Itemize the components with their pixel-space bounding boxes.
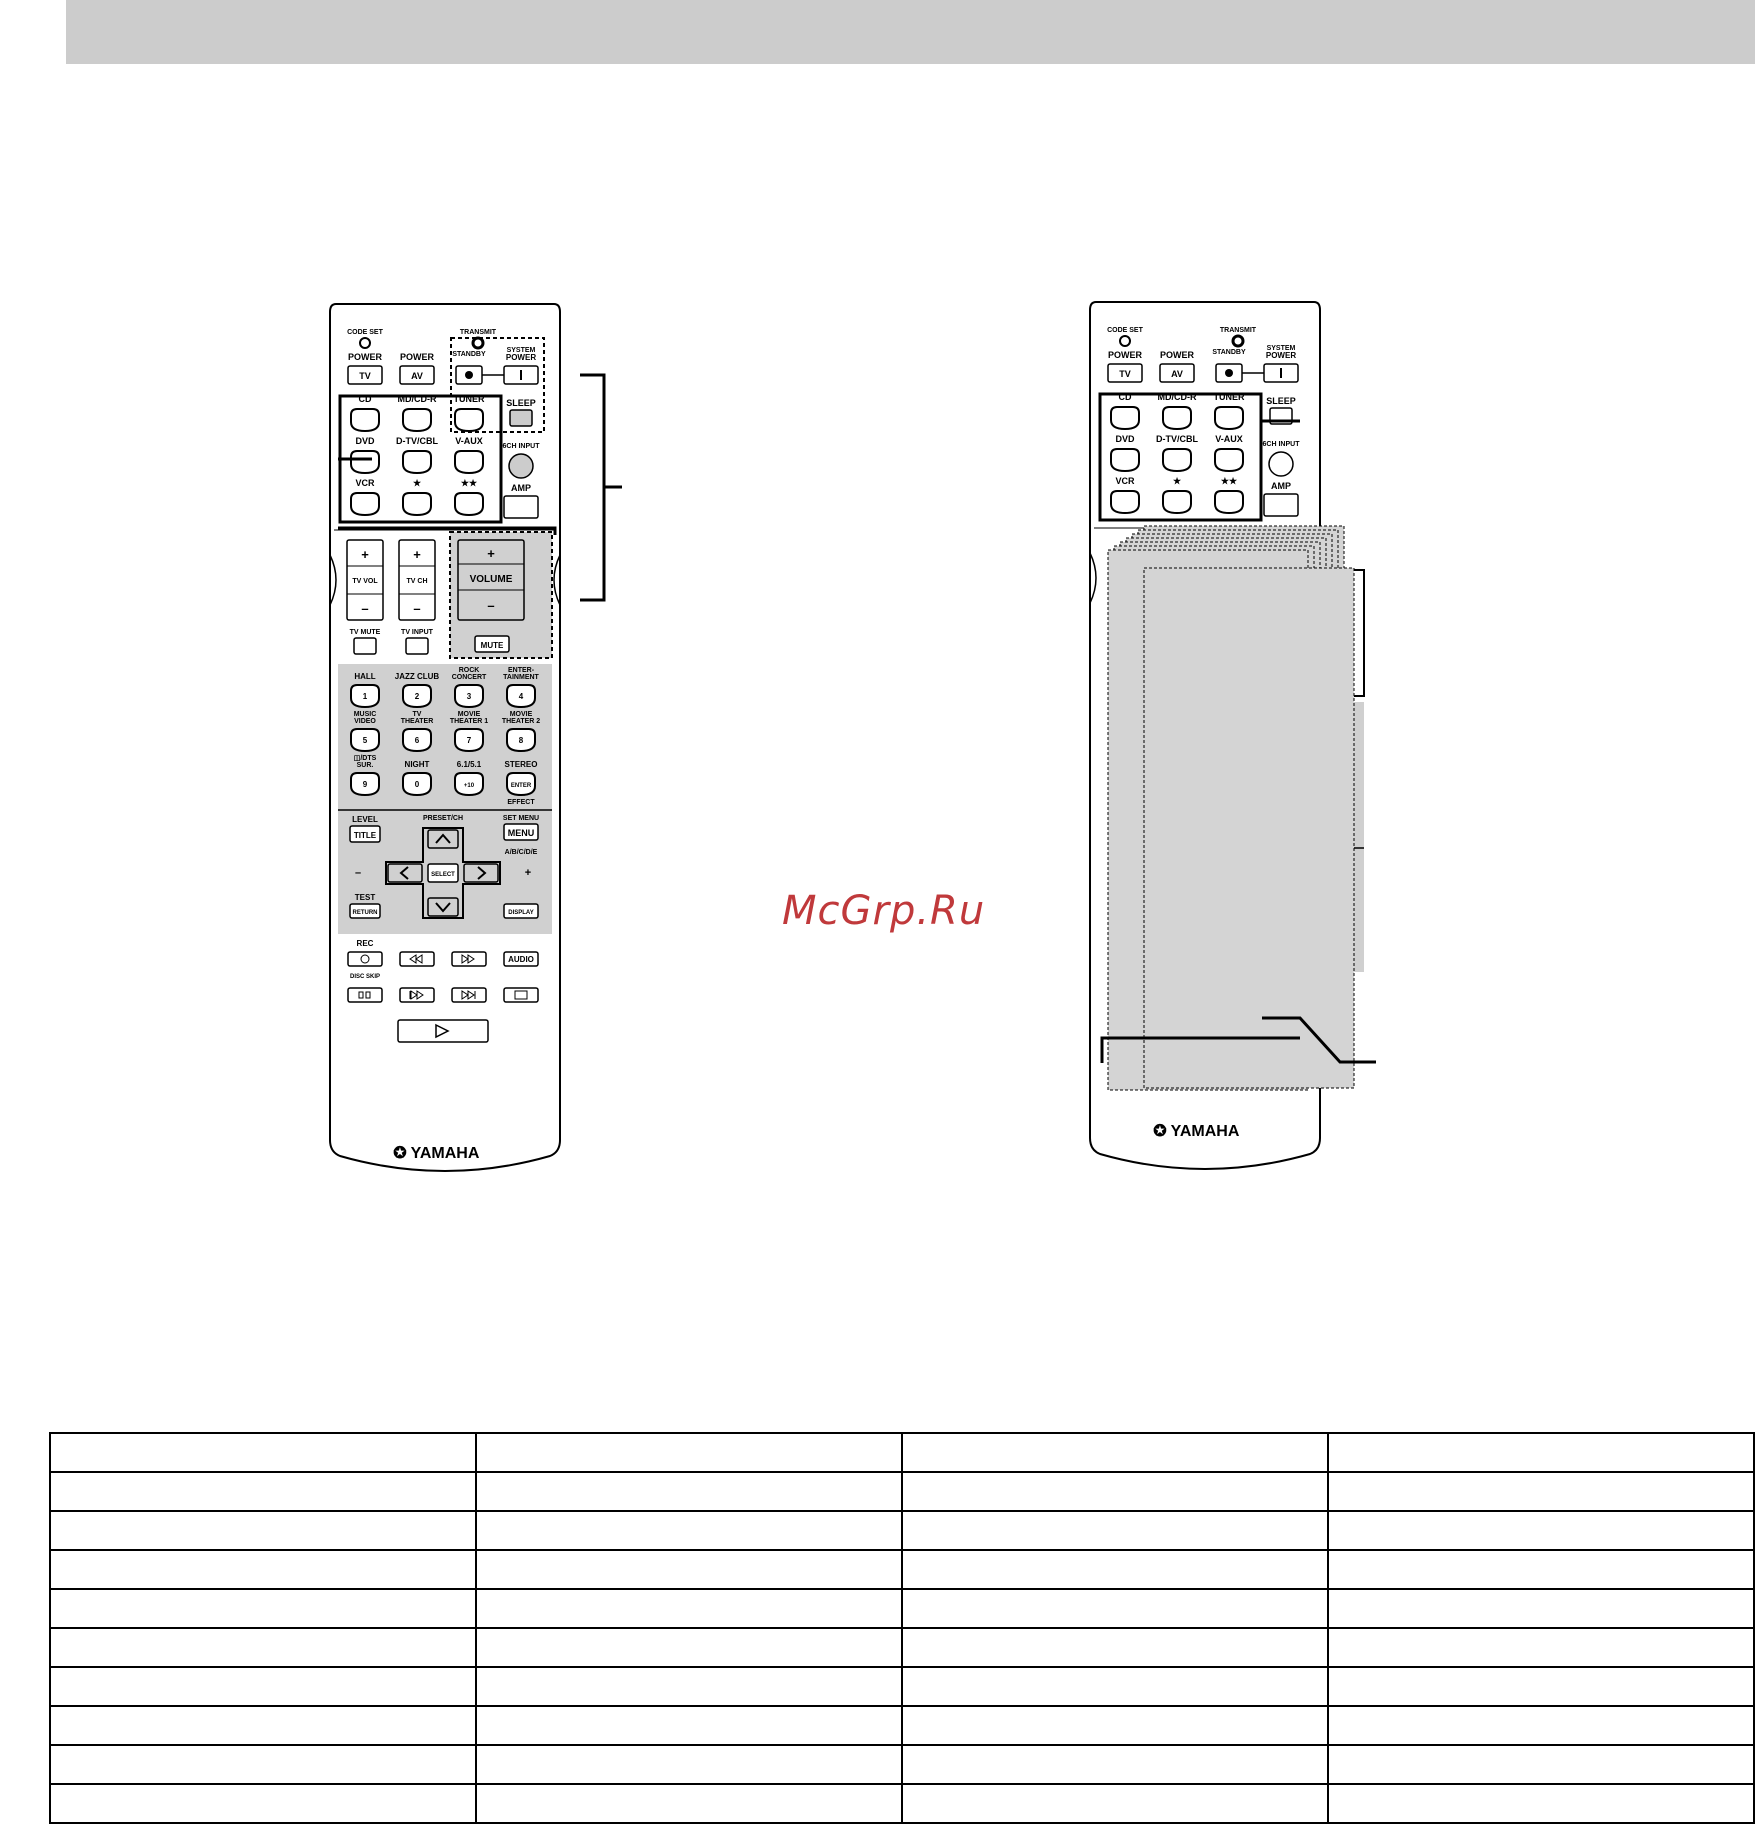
dsp-number: 5 xyxy=(362,736,368,745)
yamaha-logo: YAMAHA xyxy=(410,1145,480,1162)
table-row xyxy=(50,1784,1754,1823)
table-cell xyxy=(50,1550,476,1589)
transmit-label: TRANSMIT xyxy=(1219,327,1257,334)
input-button[interactable] xyxy=(1215,491,1243,513)
system-power-label: POWER xyxy=(505,353,537,362)
dsp-number: 0 xyxy=(414,780,420,789)
code-set-button[interactable] xyxy=(360,338,370,348)
table-cell xyxy=(1328,1667,1754,1706)
input-button[interactable] xyxy=(351,409,379,431)
input-button[interactable] xyxy=(351,451,379,473)
table-cell xyxy=(50,1472,476,1511)
amp-button[interactable] xyxy=(1264,494,1298,516)
sch-input-button[interactable] xyxy=(1269,452,1293,476)
table-cell xyxy=(476,1706,902,1745)
dsp-label: THEATER 1 xyxy=(449,718,489,725)
tv-input-label: TV INPUT xyxy=(401,629,433,636)
table-cell xyxy=(1328,1550,1754,1589)
dsp-label: THEATER xyxy=(400,718,434,725)
amp-label: AMP xyxy=(1271,481,1291,491)
watermark: McGrp.Ru xyxy=(782,888,986,934)
dsp-number: ENTER xyxy=(510,783,532,789)
table-cell xyxy=(1328,1628,1754,1667)
table-cell xyxy=(50,1433,476,1472)
dsp-label: MUSIC xyxy=(353,711,377,718)
table-cell xyxy=(1328,1745,1754,1784)
input-label: MD/CD-R xyxy=(1157,392,1197,402)
code-set-label: CODE SET xyxy=(347,329,383,336)
table-cell xyxy=(902,1589,1328,1628)
table-row xyxy=(50,1628,1754,1667)
level-label: LEVEL xyxy=(352,815,378,824)
system-power-label: POWER xyxy=(1265,351,1297,360)
input-label: ★★ xyxy=(460,478,478,488)
table-row xyxy=(50,1706,1754,1745)
dsp-label: TV xyxy=(412,711,422,718)
input-label: V-AUX xyxy=(1215,434,1243,444)
abcde-label: A/B/C/D/E xyxy=(504,849,538,856)
tv-ch-up-button: + xyxy=(413,547,421,562)
sch-input-label: 6CH INPUT xyxy=(1262,441,1300,448)
table-cell xyxy=(50,1511,476,1550)
stop-button[interactable] xyxy=(504,988,538,1002)
fast-forward-button[interactable] xyxy=(452,952,486,966)
dsp-label: ROCK xyxy=(458,667,480,674)
tv-vol-down-button: – xyxy=(361,601,369,616)
table-row xyxy=(50,1550,1754,1589)
table-cell xyxy=(902,1667,1328,1706)
yamaha-emblem-icon: ✪ xyxy=(1153,1123,1167,1140)
dsp-label: ◫/DTS xyxy=(353,755,377,762)
amp-button[interactable] xyxy=(504,496,538,518)
input-label: CD xyxy=(358,394,372,404)
table-cell xyxy=(902,1745,1328,1784)
table-cell xyxy=(902,1784,1328,1823)
table-cell xyxy=(1328,1433,1754,1472)
yamaha-emblem-icon: ✪ xyxy=(393,1145,407,1162)
skip-forward-button[interactable] xyxy=(452,988,486,1002)
dsp-label: NIGHT xyxy=(404,760,430,769)
power-tv-label: POWER xyxy=(1107,350,1143,360)
mute-label: MUTE xyxy=(480,641,504,650)
input-button[interactable] xyxy=(1163,407,1191,429)
input-label: ★ xyxy=(1172,476,1182,486)
input-button[interactable] xyxy=(455,451,483,473)
dsp-number: 8 xyxy=(518,736,524,745)
test-label: TEST xyxy=(354,893,376,902)
dsp-label: THEATER 2 xyxy=(501,718,541,725)
table-cell xyxy=(902,1511,1328,1550)
tv-label: TV xyxy=(359,371,371,381)
table-cell xyxy=(902,1628,1328,1667)
stacked-sheet-front xyxy=(1144,568,1354,1088)
yamaha-logo: YAMAHA xyxy=(1170,1123,1240,1140)
transmit-indicator xyxy=(1233,336,1243,346)
tv-ch-down-button: – xyxy=(413,601,421,616)
input-label: DVD xyxy=(355,436,375,446)
input-label: TUNER xyxy=(1213,392,1245,402)
input-button[interactable] xyxy=(1111,491,1139,513)
input-label: ★★ xyxy=(1220,476,1238,486)
cursor-right-button[interactable] xyxy=(464,864,498,882)
standby-icon xyxy=(465,371,473,379)
remote-control-diagram-right xyxy=(1090,298,1320,1198)
table-cell xyxy=(476,1550,902,1589)
table-cell xyxy=(1328,1472,1754,1511)
dsp-label: SUR. xyxy=(356,762,374,769)
dsp-label: HALL xyxy=(354,672,376,681)
table-cell xyxy=(902,1433,1328,1472)
code-set-button[interactable] xyxy=(1120,336,1130,346)
preset-ch-label: PRESET/CH xyxy=(422,815,464,822)
input-label: ★ xyxy=(412,478,422,488)
volume-up-button: + xyxy=(487,546,495,561)
effect-label: EFFECT xyxy=(507,799,535,806)
dsp-label: TAINMENT xyxy=(503,674,539,681)
sch-input-label: 6CH INPUT xyxy=(502,443,540,450)
table-cell xyxy=(50,1784,476,1823)
table-cell xyxy=(476,1784,902,1823)
code-set-label: CODE SET xyxy=(1107,327,1143,334)
dsp-label: CONCERT xyxy=(451,674,487,681)
table-row xyxy=(50,1433,1754,1472)
input-button[interactable] xyxy=(1163,491,1191,513)
table-cell xyxy=(476,1472,902,1511)
input-label: CD xyxy=(1118,392,1132,402)
standby-label: STANDBY xyxy=(452,351,486,358)
table-cell xyxy=(476,1433,902,1472)
table-cell xyxy=(476,1628,902,1667)
level-plus-label: + xyxy=(524,867,532,879)
menu-label: MENU xyxy=(507,828,535,838)
play-button[interactable] xyxy=(398,1020,488,1042)
table-row xyxy=(50,1511,1754,1550)
input-button[interactable] xyxy=(1215,449,1243,471)
dsp-label: JAZZ CLUB xyxy=(394,672,440,681)
dsp-label: ENTER- xyxy=(507,667,535,674)
dsp-number: 9 xyxy=(362,780,368,789)
table-row xyxy=(50,1472,1754,1511)
remote-control-diagram-left xyxy=(330,300,560,1200)
system-power-label: SYSTEM xyxy=(506,347,536,354)
input-label: D-TV/CBL xyxy=(1156,434,1198,444)
dsp-number: 3 xyxy=(466,692,472,701)
system-power-label: SYSTEM xyxy=(1266,345,1296,352)
table-cell xyxy=(902,1472,1328,1511)
remote-svg xyxy=(330,300,560,1200)
table-row xyxy=(50,1589,1754,1628)
tv-mute-button[interactable] xyxy=(354,638,376,654)
table-cell xyxy=(1328,1784,1754,1823)
title-label: TITLE xyxy=(353,831,377,840)
table-row xyxy=(50,1745,1754,1784)
input-button[interactable] xyxy=(455,409,483,431)
header-bar xyxy=(66,0,1755,64)
standby-label: STANDBY xyxy=(1212,349,1246,356)
table-cell xyxy=(902,1706,1328,1745)
return-label: RETURN xyxy=(352,910,378,916)
set-menu-label: SET MENU xyxy=(502,815,540,822)
input-button[interactable] xyxy=(403,493,431,515)
power-av-label: POWER xyxy=(399,352,435,362)
dsp-label: VIDEO xyxy=(354,718,376,725)
table-cell xyxy=(902,1550,1328,1589)
volume-label: VOLUME xyxy=(469,574,513,585)
dsp-number: 1 xyxy=(362,692,368,701)
cursor-down-button[interactable] xyxy=(428,898,458,916)
transmit-indicator xyxy=(473,338,483,348)
table-cell xyxy=(50,1745,476,1784)
input-button[interactable] xyxy=(1215,407,1243,429)
callout-line xyxy=(580,375,622,600)
input-button[interactable] xyxy=(351,493,379,515)
display-label: DISPLAY xyxy=(508,910,534,916)
dsp-number: 7 xyxy=(466,736,472,745)
table-cell xyxy=(1328,1706,1754,1745)
remote-svg xyxy=(1090,298,1320,1198)
audio-label: AUDIO xyxy=(508,955,534,964)
av-label: AV xyxy=(411,371,423,381)
tv-input-button[interactable] xyxy=(406,638,428,654)
sleep-button[interactable] xyxy=(510,410,532,426)
table-cell xyxy=(476,1511,902,1550)
dsp-number: 4 xyxy=(518,692,524,701)
standby-icon xyxy=(1225,369,1233,377)
rewind-button[interactable] xyxy=(400,952,434,966)
dsp-label: MOVIE xyxy=(457,711,481,718)
table-cell xyxy=(1328,1589,1754,1628)
rec-label: REC xyxy=(356,939,374,948)
table-cell xyxy=(476,1745,902,1784)
dsp-label: 6.1/5.1 xyxy=(456,760,482,769)
cursor-left-button[interactable] xyxy=(388,864,422,882)
av-label: AV xyxy=(1171,369,1183,379)
table-cell xyxy=(476,1589,902,1628)
input-button[interactable] xyxy=(1111,407,1139,429)
input-label: TUNER xyxy=(453,394,485,404)
tv-ch-label: TV CH xyxy=(406,578,428,585)
input-button[interactable] xyxy=(403,409,431,431)
dsp-number: 2 xyxy=(414,692,420,701)
dsp-number: 6 xyxy=(414,736,420,745)
input-button[interactable] xyxy=(1111,449,1139,471)
tv-mute-label: TV MUTE xyxy=(349,629,381,636)
sleep-label: SLEEP xyxy=(506,398,536,408)
table-cell xyxy=(50,1667,476,1706)
amp-label: AMP xyxy=(511,483,531,493)
sch-input-button[interactable] xyxy=(509,454,533,478)
tv-vol-label: TV VOL xyxy=(352,578,378,585)
volume-down-button: – xyxy=(487,598,495,613)
rec-button[interactable] xyxy=(348,952,382,966)
power-av-label: POWER xyxy=(1159,350,1195,360)
transmit-label: TRANSMIT xyxy=(459,329,497,336)
dsp-label: STEREO xyxy=(504,760,538,769)
table-cell xyxy=(50,1706,476,1745)
cursor-up-button[interactable] xyxy=(428,830,458,848)
input-button[interactable] xyxy=(455,493,483,515)
table-cell xyxy=(50,1589,476,1628)
tv-vol-up-button: + xyxy=(361,547,369,562)
input-button[interactable] xyxy=(1163,449,1191,471)
sleep-button[interactable] xyxy=(1270,408,1292,424)
power-tv-label: POWER xyxy=(347,352,383,362)
input-label: VCR xyxy=(1115,476,1135,486)
table-cell xyxy=(1328,1511,1754,1550)
input-label: DVD xyxy=(1115,434,1135,444)
tv-label: TV xyxy=(1119,369,1131,379)
disc-skip-button[interactable] xyxy=(348,988,382,1002)
input-label: VCR xyxy=(355,478,375,488)
level-minus-label: – xyxy=(354,867,362,879)
dsp-number: +10 xyxy=(463,783,475,789)
select-label: SELECT xyxy=(431,872,455,878)
input-label: D-TV/CBL xyxy=(396,436,438,446)
table-cell xyxy=(476,1667,902,1706)
dsp-label: MOVIE xyxy=(509,711,533,718)
table-row xyxy=(50,1667,1754,1706)
data-table xyxy=(49,1432,1755,1824)
input-label: MD/CD-R xyxy=(397,394,437,404)
sleep-label: SLEEP xyxy=(1266,396,1296,406)
disc-skip-label: DISC SKIP xyxy=(349,974,381,980)
table-cell xyxy=(50,1628,476,1667)
input-label: V-AUX xyxy=(455,436,483,446)
input-button[interactable] xyxy=(403,451,431,473)
